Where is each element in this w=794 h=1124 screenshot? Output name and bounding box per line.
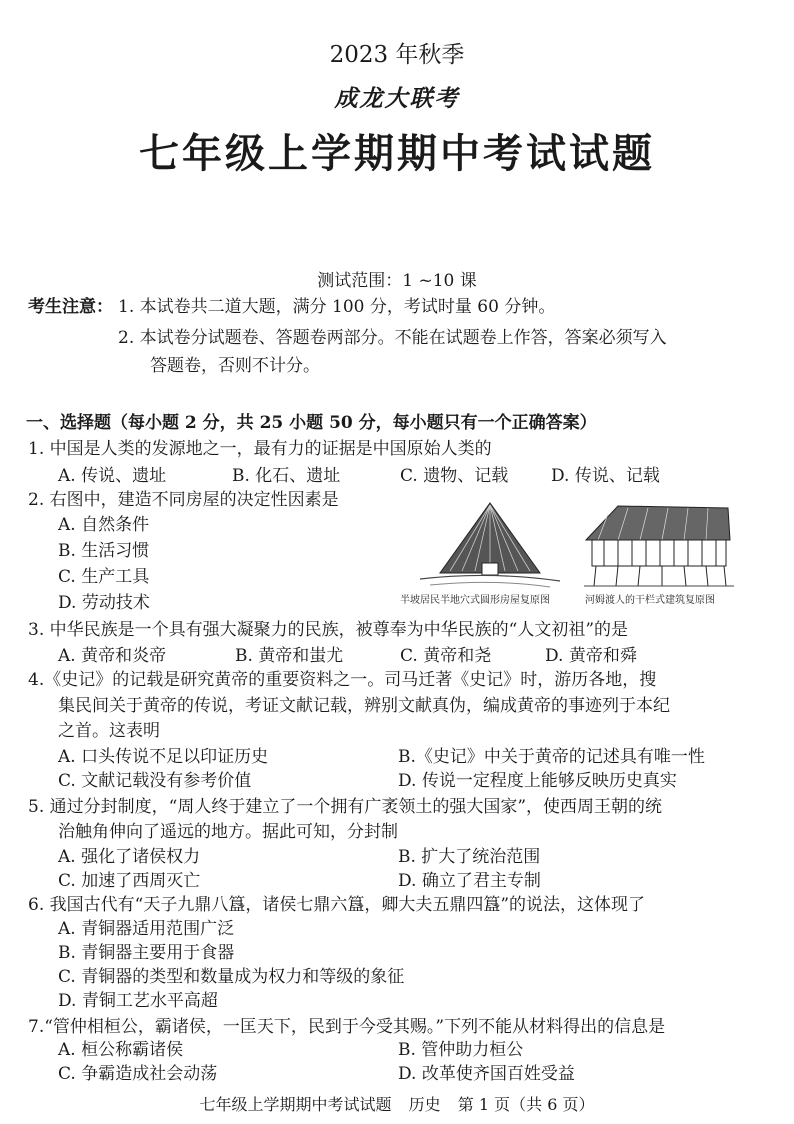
question-3-option-c: C. 黄帝和尧 bbox=[400, 646, 492, 666]
question-6-stem: 6. 我国古代有“天子九鼎八簋，诸侯七鼎六簋，卿大夫五鼎四簋”的说法，这体现了 bbox=[28, 895, 646, 915]
notice-label: 考生注意： bbox=[28, 297, 113, 317]
question-7-option-d: D. 改革使齐国百姓受益 bbox=[398, 1064, 575, 1084]
section-heading: 一、选择题（每小题 2 分，共 25 小题 50 分，每小题只有一个正确答案） bbox=[26, 413, 597, 433]
question-1-option-d: D. 传说、记载 bbox=[551, 466, 660, 486]
question-3-stem: 3. 中华民族是一个具有强大凝聚力的民族，被尊奉为中华民族的“人文初祖”的是 bbox=[28, 620, 629, 640]
page-title: 七年级上学期期中考试试题 bbox=[139, 130, 655, 177]
question-7-option-a: A. 桓公称霸诸侯 bbox=[58, 1040, 184, 1060]
question-6-option-b: B. 青铜器主要用于食器 bbox=[58, 943, 235, 963]
question-5-option-a: A. 强化了诸侯权力 bbox=[58, 847, 201, 867]
question-5-stem-line-2: 治触角伸向了遥远的地方。据此可知，分封制 bbox=[58, 822, 398, 842]
question-5-option-b: B. 扩大了统治范围 bbox=[398, 847, 541, 867]
notice-item-2-cont: 答题卷，否则不计分。 bbox=[150, 356, 320, 376]
question-3-option-b: B. 黄帝和蚩尤 bbox=[235, 646, 344, 666]
banpo-hut-figure bbox=[400, 495, 570, 595]
banpo-caption: 半坡居民半地穴式圆形房屋复原图 bbox=[400, 595, 550, 606]
question-1-option-b: B. 化石、遗址 bbox=[232, 466, 341, 486]
question-6-option-c: C. 青铜器的类型和数量成为权力和等级的象征 bbox=[58, 967, 405, 987]
test-scope: 测试范围：1 ~10 课 bbox=[317, 271, 477, 291]
question-3-option-a: A. 黄帝和炎帝 bbox=[58, 646, 167, 666]
question-1-stem: 1. 中国是人类的发源地之一，最有力的证据是中国原始人类的 bbox=[28, 439, 492, 459]
question-4-stem-line-2: 集民间关于黄帝的传说，考证文献记载，辨别文献真伪，编成黄帝的事迹列于本纪 bbox=[58, 696, 670, 716]
question-5-option-d: D. 确立了君主专制 bbox=[398, 871, 541, 891]
question-6-option-d: D. 青铜工艺水平高超 bbox=[58, 991, 218, 1011]
footer-subject: 历史 bbox=[408, 1095, 441, 1114]
question-4-stem-line-3: 之首。这表明 bbox=[58, 721, 160, 741]
question-4-option-b: B.《史记》中关于黄帝的记述具有唯一性 bbox=[398, 747, 705, 767]
question-7-option-b: B. 管仲助力桓公 bbox=[398, 1040, 524, 1060]
hemudu-stilt-house-figure bbox=[578, 500, 738, 592]
notice-item-2: 2. 本试卷分试题卷、答题卷两部分。不能在试题卷上作答，答案必须写入 bbox=[118, 328, 667, 348]
question-7-stem: 7.“管仲相桓公，霸诸侯，一匡天下，民到于今受其赐。”下列不能从材料得出的信息是 bbox=[28, 1017, 666, 1037]
footer-exam-title: 七年级上学期期中考试试题 bbox=[199, 1095, 392, 1114]
hemudu-caption: 河姆渡人的干栏式建筑复原图 bbox=[585, 595, 715, 606]
question-1-option-a: A. 传说、遗址 bbox=[58, 466, 167, 486]
question-4-stem-line-1: 4.《史记》的记载是研究黄帝的重要资料之一。司马迁著《史记》时，游历各地，搜 bbox=[28, 670, 657, 690]
question-4-option-d: D. 传说一定程度上能够反映历史真实 bbox=[398, 771, 677, 791]
question-7-option-c: C. 争霸造成社会动荡 bbox=[58, 1064, 218, 1084]
question-2-stem: 2. 右图中，建造不同房屋的决定性因素是 bbox=[28, 490, 339, 510]
exam-brand: 成龙大联考 bbox=[334, 85, 460, 112]
footer-page-number: 第 1 页（共 6 页） bbox=[457, 1095, 595, 1114]
exam-season: 2023 年秋季 bbox=[329, 42, 465, 68]
question-2-option-d: D. 劳动技术 bbox=[58, 593, 150, 613]
question-2-option-a: A. 自然条件 bbox=[58, 515, 150, 535]
page-footer bbox=[0, 1092, 794, 1115]
question-4-option-a: A. 口头传说不足以印证历史 bbox=[58, 747, 269, 767]
question-2-option-b: B. 生活习惯 bbox=[58, 541, 150, 561]
question-6-option-a: A. 青铜器适用范围广泛 bbox=[58, 919, 235, 939]
question-2-option-c: C. 生产工具 bbox=[58, 567, 150, 587]
question-5-option-c: C. 加速了西周灭亡 bbox=[58, 871, 201, 891]
question-4-option-c: C. 文献记载没有参考价值 bbox=[58, 771, 252, 791]
notice-item-1: 1. 本试卷共二道大题，满分 100 分，考试时量 60 分钟。 bbox=[118, 297, 556, 317]
question-3-option-d: D. 黄帝和舜 bbox=[545, 646, 637, 666]
question-1-option-c: C. 遗物、记载 bbox=[400, 466, 509, 486]
question-5-stem-line-1: 5. 通过分封制度，“周人终于建立了一个拥有广袤领土的强大国家”，使西周王朝的统 bbox=[28, 797, 663, 817]
